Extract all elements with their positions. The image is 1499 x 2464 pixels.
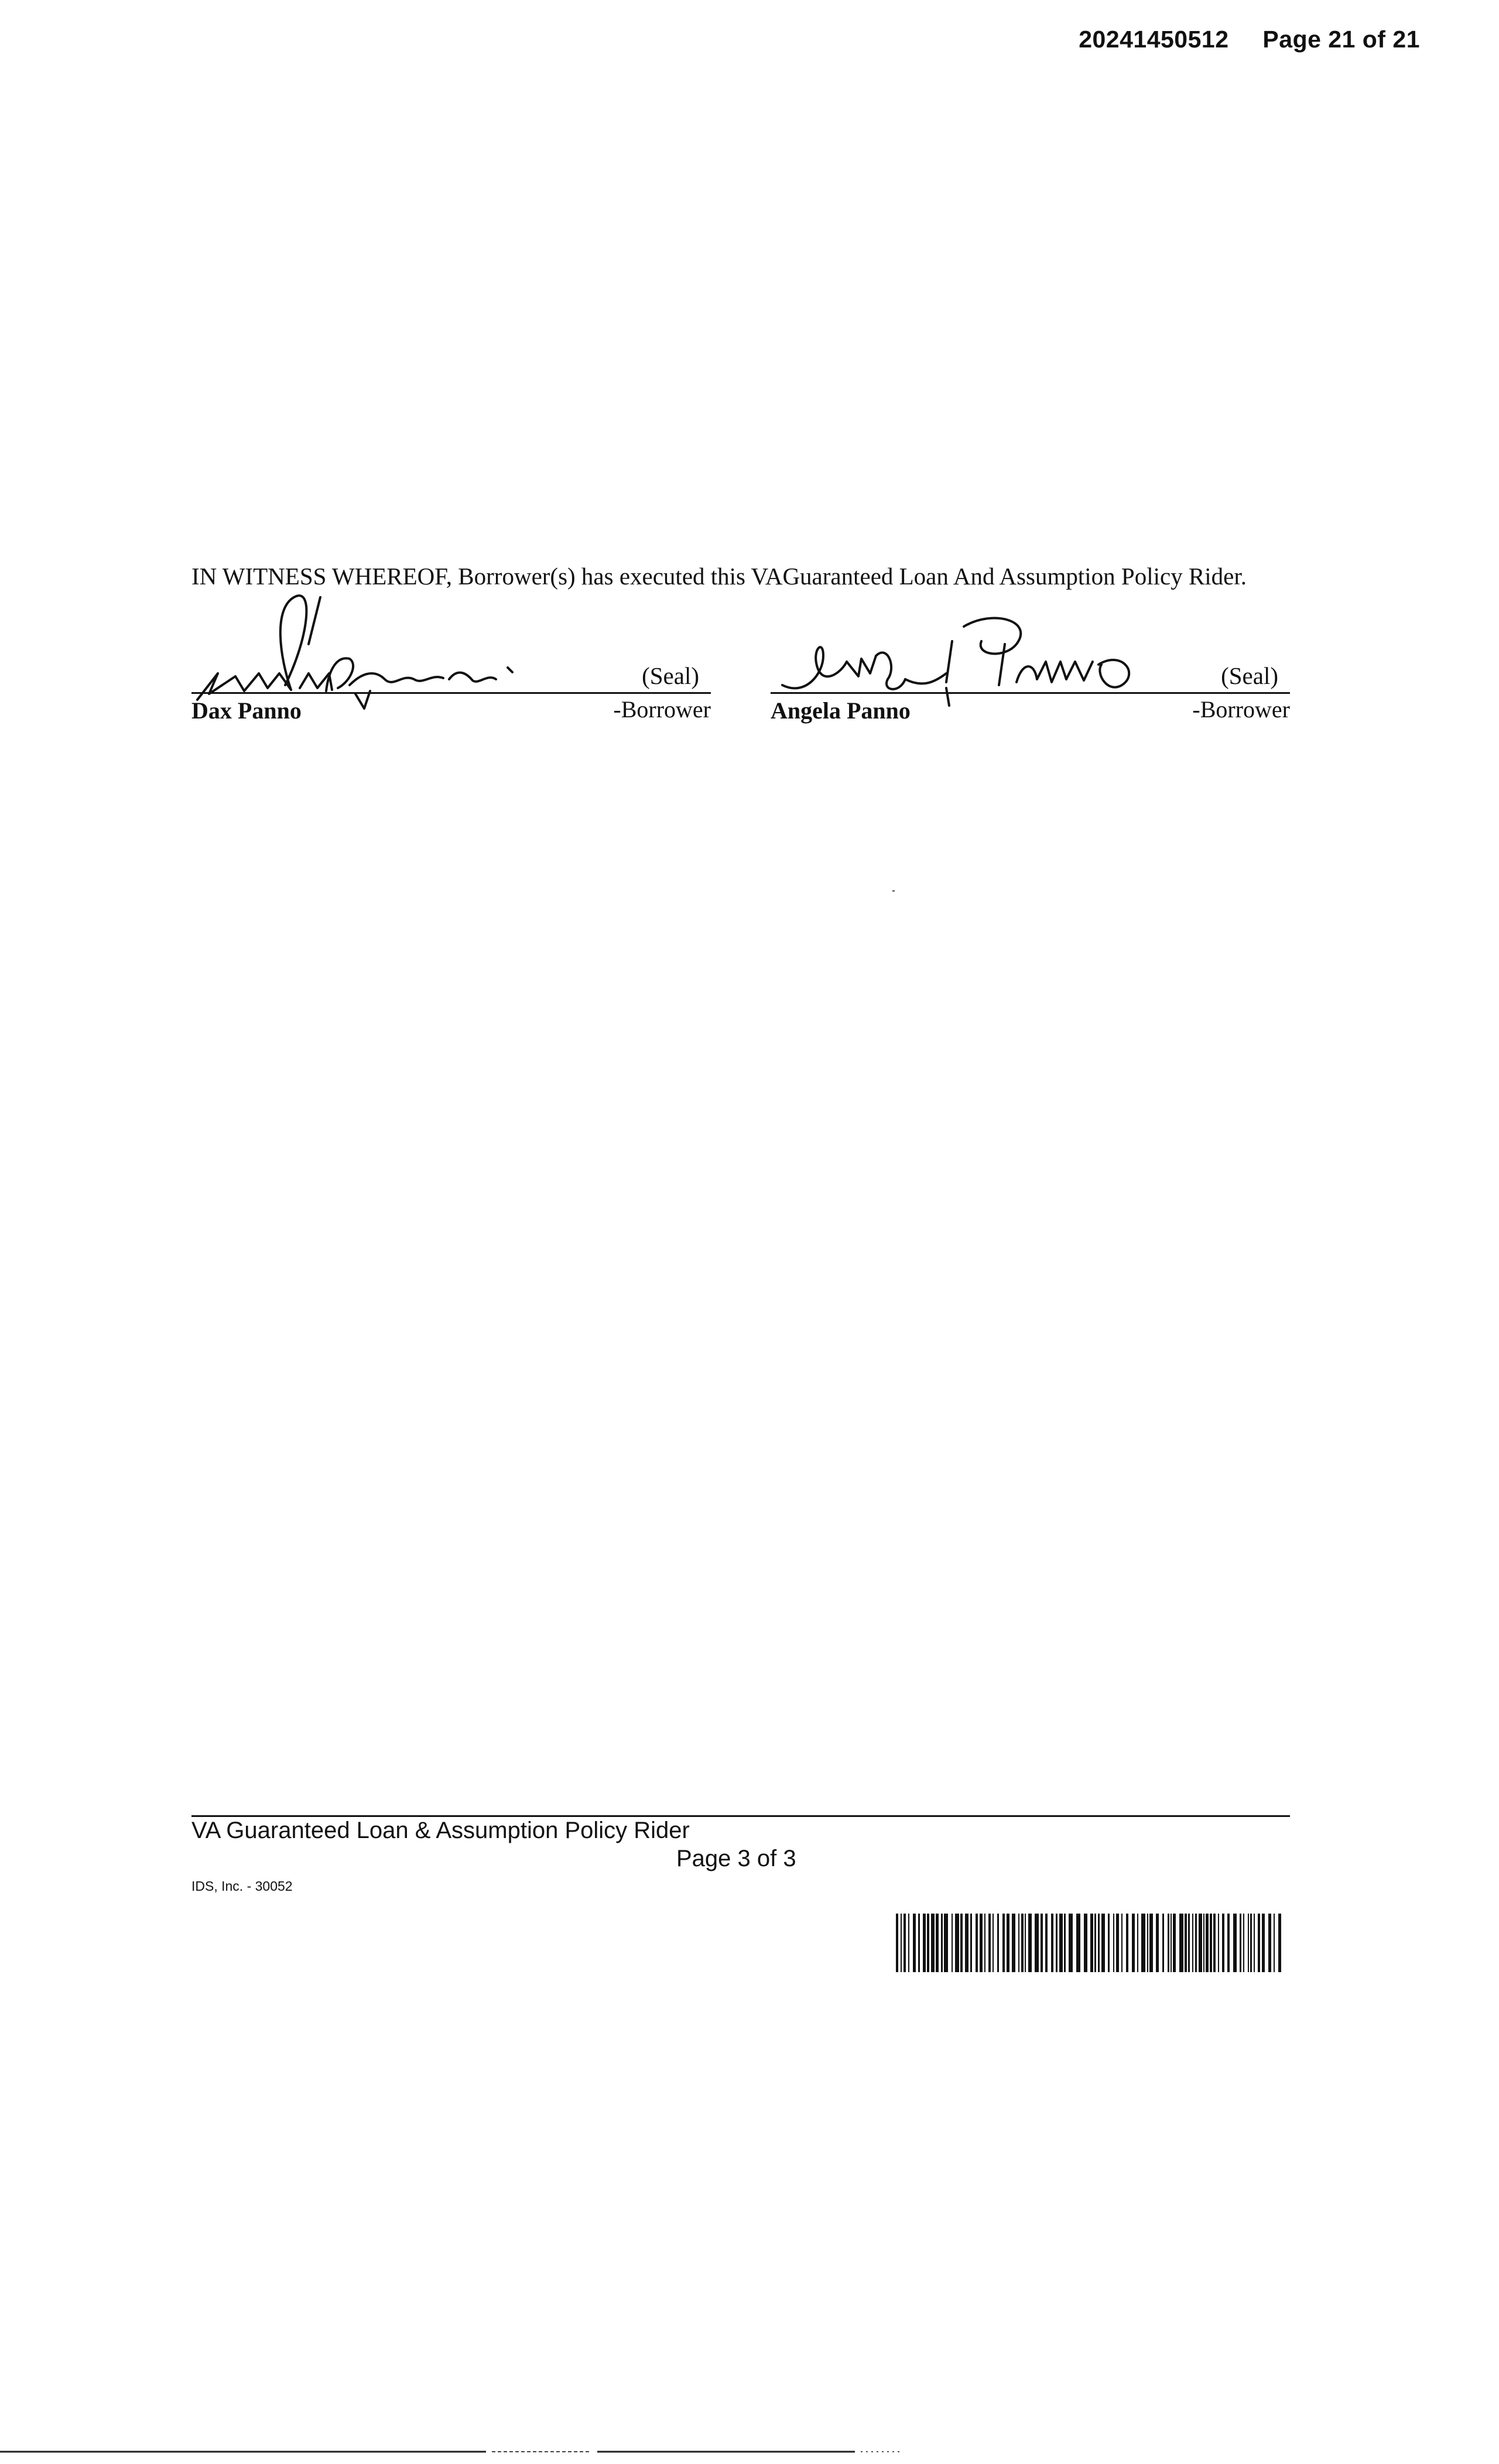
signature-line bbox=[191, 692, 711, 694]
page-counter: Page 21 of 21 bbox=[1262, 26, 1420, 53]
footer-title: VA Guaranteed Loan & Assumption Policy Rider bbox=[191, 1818, 690, 1843]
barcode bbox=[896, 1914, 1282, 1972]
witness-paragraph: IN WITNESS WHEREOF, Borrower(s) has executed this VAGuaranteed Loan And Assumption Policy Rider. bbox=[191, 563, 1247, 590]
borrower-role-label: -Borrower bbox=[1192, 696, 1290, 723]
scan-edge-line bbox=[0, 2449, 913, 2455]
seal-label: (Seal) bbox=[642, 662, 699, 689]
recording-number: 20241450512 bbox=[1079, 26, 1229, 53]
signature-line bbox=[771, 692, 1290, 694]
form-code: IDS, Inc. - 30052 bbox=[191, 1878, 293, 1894]
footer-divider bbox=[191, 1815, 1290, 1817]
seal-label: (Seal) bbox=[1221, 662, 1278, 689]
scan-speck bbox=[892, 890, 895, 892]
signer-name: Angela Panno bbox=[771, 697, 911, 724]
signer-name: Dax Panno bbox=[191, 697, 302, 724]
borrower-signature-block-2 bbox=[771, 609, 1290, 726]
page-header bbox=[1079, 26, 1420, 53]
borrower-role-label: -Borrower bbox=[613, 696, 711, 723]
borrower-signature-block-1 bbox=[191, 609, 711, 726]
footer-page-number: Page 3 of 3 bbox=[676, 1846, 796, 1871]
